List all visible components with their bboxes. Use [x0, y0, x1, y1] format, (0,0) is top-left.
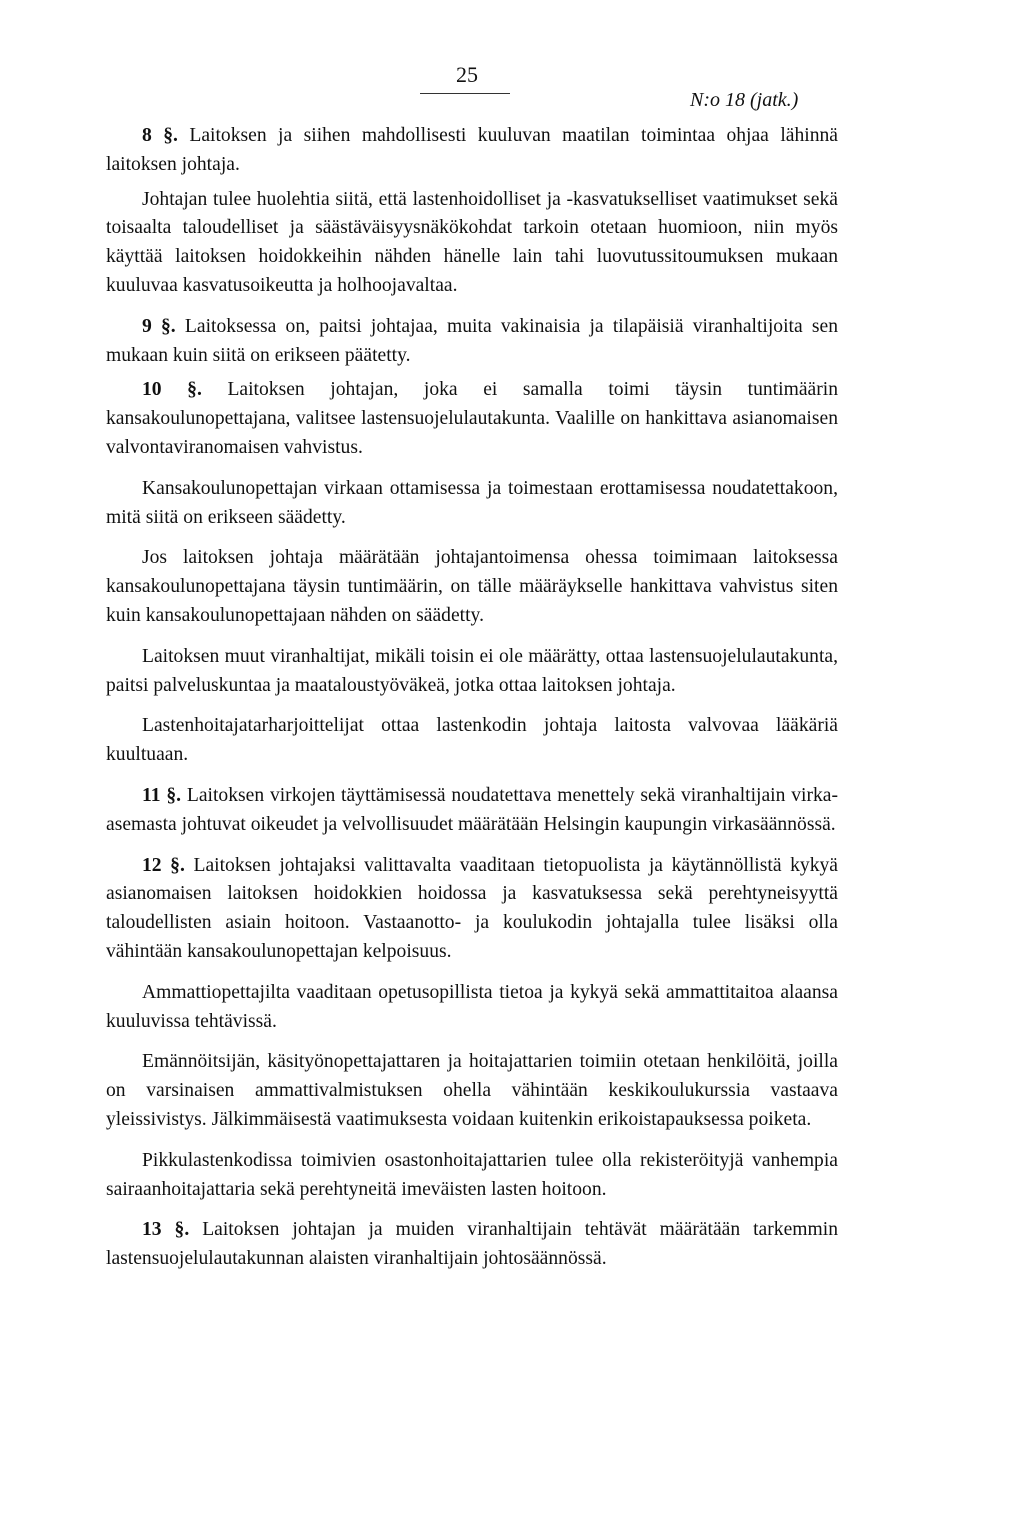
body-text	[106, 122, 838, 1286]
section-number: 10 §.	[142, 379, 202, 401]
paragraph-text: Emännöitsijän, käsityönopettajattaren ja hoitajattarien toimiin otetaan henkilöitä, joilla on varsinaisen ammattivalmistuksen ohella vähintään keskikoulukurssia vastaava yleissivistys. Jälkimmäisestä vaatimuksesta voidaan kuitenkin erikoistapauksessa poiketa.	[106, 1051, 838, 1130]
paragraph-text: Laitoksessa on, paitsi johtajaa, muita vakinaisia ja tilapäisiä viranhaltijoita sen mukaan kuin siitä on erikseen päätetty.	[106, 315, 838, 366]
paragraph-text: Lastenhoitajatarharjoittelijat ottaa lastenkodin johtaja laitosta valvovaa lääkäriä kuultuaan.	[106, 715, 838, 766]
paragraph	[106, 643, 838, 701]
paragraph	[106, 852, 838, 967]
paragraph	[106, 1147, 838, 1205]
paragraph-text: Kansakoulunopettajan virkaan ottamisessa ja toimestaan erottamisessa noudatettakoon, mitä siitä on erikseen säädetty.	[106, 477, 838, 528]
paragraph-text: Laitoksen johtajaksi valittavalta vaaditaan tietopuolista ja käytännöllistä kykyä asianomaisen laitoksen hoidokkien hoidossa ja kasvatuksessa sekä perehtyneisyyttä taloudellisten asiain hoitoon. Vastaanotto- ja koulukodin johtajalla tulee lisäksi olla vähintään kansakoulunopettajan kelpoisuus.	[106, 854, 838, 962]
paragraph-text: Laitoksen muut viranhaltijat, mikäli toisin ei ole määrätty, ottaa lastensuojelulautakunta, paitsi palveluskuntaa ja maataloustyöväkeä, jotka ottaa laitoksen johtaja.	[106, 645, 838, 696]
paragraph-text: Pikkulastenkodissa toimivien osastonhoitajattarien tulee olla rekisteröityjä vanhempia sairaanhoitajattaria sekä perehtyneitä imeväisten lasten hoitoon.	[106, 1149, 838, 1200]
paragraph	[106, 475, 838, 533]
series-mark: N:o 18 (jatk.)	[690, 89, 799, 111]
paragraph	[106, 313, 838, 371]
paragraph	[106, 979, 838, 1037]
section-number: 8 §.	[142, 125, 178, 146]
paragraph-text: Laitoksen ja siihen mahdollisesti kuuluvan maatilan toimintaa ohjaa lähinnä laitoksen johtaja.	[106, 125, 838, 175]
paragraph	[106, 376, 838, 462]
section-number: 9 §.	[142, 315, 176, 337]
paragraph-text: Jos laitoksen johtaja määrätään johtajantoimensa ohessa toimimaan laitoksessa kansakoulunopettajana täysin tuntimäärin, on tälle määräykselle hankittava vahvistus siten kuin kansakoulunopettajaan nähden on säädetty.	[106, 547, 838, 626]
paragraph-text: Ammattiopettajilta vaaditaan opetusopillista tietoa ja kykyä sekä ammattitaitoa alaansa kuuluvissa tehtävissä.	[106, 981, 838, 1032]
paragraph	[106, 1216, 838, 1274]
paragraph	[106, 544, 838, 630]
paragraph-text: Laitoksen virkojen täyttämisessä noudatettava menettely sekä viranhaltijain virka-asemasta johtuvat oikeudet ja velvollisuudet määrätään Helsingin kaupungin virkasäännössä.	[106, 784, 839, 835]
section-number: 11 §.	[142, 784, 182, 806]
paragraph	[106, 186, 838, 301]
paragraph-text: Johtajan tulee huolehtia siitä, että lastenhoidolliset ja -kasvatukselliset vaatimukset sekä toisaalta taloudelliset ja säästäväisyysnäkökohdat tarkoin otetaan huomioon, niin myös käyttää laitoksen hoidokkeihin nähden hänelle lain tahi luovutussitoumuksen mukaan kuuluvaa kasvatusoikeutta ja holhoojavaltaa.	[106, 188, 838, 296]
paragraph	[106, 122, 838, 180]
paragraph-text: Laitoksen johtajan, joka ei samalla toimi täysin tuntimäärin kansakoulunopettajana, valitsee lastensuojelulautakunta. Vaalille on hankittava asianomaisen valvontaviranomaisen vahvistus.	[106, 379, 838, 458]
page-number-rule	[420, 93, 510, 94]
paragraph-text: Laitoksen johtajan ja muiden viranhaltijain tehtävät määrätään tarkemmin lastensuojelulautakunnan alaisten viranhaltijain johtosäännössä.	[106, 1219, 838, 1270]
section-number: 13 §.	[142, 1219, 190, 1241]
paragraph	[106, 782, 838, 840]
paragraph	[106, 712, 838, 770]
page-number: 25	[456, 62, 478, 87]
section-number: 12 §.	[142, 854, 185, 876]
paragraph	[106, 1048, 838, 1134]
